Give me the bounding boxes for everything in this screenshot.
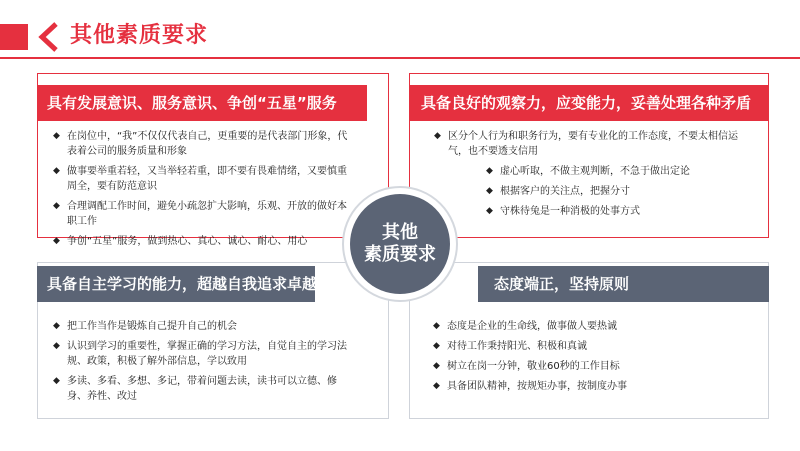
page-title: 其他素质要求 [70,23,209,48]
diamond-bullet-icon: ◆ [53,166,60,176]
diamond-bullet-icon: ◆ [433,361,440,371]
diamond-bullet-icon: ◆ [53,236,60,246]
diamond-bullet-icon: ◆ [53,131,60,141]
list-bottom-right [433,319,753,399]
diamond-bullet-icon: ◆ [53,321,60,331]
list-top-left [53,129,353,254]
diamond-bullet-icon: ◆ [486,186,493,196]
list-top-right [434,129,754,224]
center-hub [350,194,450,294]
title-divider [0,57,800,59]
list-bottom-left [53,319,353,409]
center-hub-line1: 其他 [382,222,418,243]
list-item: ◆ 对待工作秉持阳光、积极和真诚 [433,341,587,352]
list-item: ◆ 做事要举重若轻，又当举轻若重，即不要有畏难情绪，又要慎重周全，要有防范意识 [53,166,347,192]
diamond-bullet-icon: ◆ [486,166,493,176]
list-item: ◆ 态度是企业的生命线，做事做人要热诚 [433,321,617,332]
title-accent-block [0,24,28,50]
list-item: ◆ 争创“五星”服务，做到热心、真心、诚心、耐心、用心 [53,236,308,247]
list-item: ◆ 认识到学习的重要性，掌握正确的学习方法，自觉自主的学习法规、政策，积极了解外部信息，学以致用 [53,341,347,367]
diamond-bullet-icon: ◆ [53,376,60,386]
list-item: ◆ 把工作当作是锻炼自己提升自己的机会 [53,321,237,332]
heading-top-right: 具备良好的观察力，应变能力，妥善处理各种矛盾 [409,85,769,121]
heading-bottom-right: 态度端正，坚持原则 [478,266,769,302]
list-item: ◆ 多读、多看、多想、多记，带着问题去读，读书可以立德、修身、养性、改过 [53,376,337,402]
diamond-bullet-icon: ◆ [53,201,60,211]
heading-bottom-left: 具备自主学习的能力，超越自我追求卓越 [37,266,315,302]
diamond-bullet-icon: ◆ [486,206,493,216]
center-hub-line2: 素质要求 [364,244,436,265]
list-item: ◆ 在岗位中，“我”不仅仅代表自己，更重要的是代表部门形象，代表着公司的服务质量和形象 [53,131,348,157]
title-bar [0,14,800,58]
list-item: ◆ 树立在岗一分钟，敬业60秒的工作目标 [433,361,620,372]
list-item: ◆ 虚心听取，不做主观判断，不急于做出定论 [486,166,690,177]
list-item: ◆ 守株待兔是一种消极的处事方式 [486,206,640,217]
diamond-bullet-icon: ◆ [434,131,441,141]
list-item: ◆ 具备团队精神，按规矩办事，按制度办事 [433,381,627,392]
diamond-bullet-icon: ◆ [433,381,440,391]
diamond-bullet-icon: ◆ [433,321,440,331]
list-item: ◆ 根据客户的关注点，把握分寸 [486,186,630,197]
heading-top-left: 具有发展意识、服务意识、争创“五星”服务 [37,85,367,121]
list-item: ◆ 合理调配工作时间，避免小疏忽扩大影响，乐观、开放的做好本职工作 [53,201,347,227]
list-item: ◆ 区分个人行为和职务行为，要有专业化的工作态度，不要太相信运气，也不要透支信用 [434,131,738,157]
diamond-bullet-icon: ◆ [53,341,60,351]
chevron-left-icon [32,20,66,54]
diamond-bullet-icon: ◆ [433,341,440,351]
